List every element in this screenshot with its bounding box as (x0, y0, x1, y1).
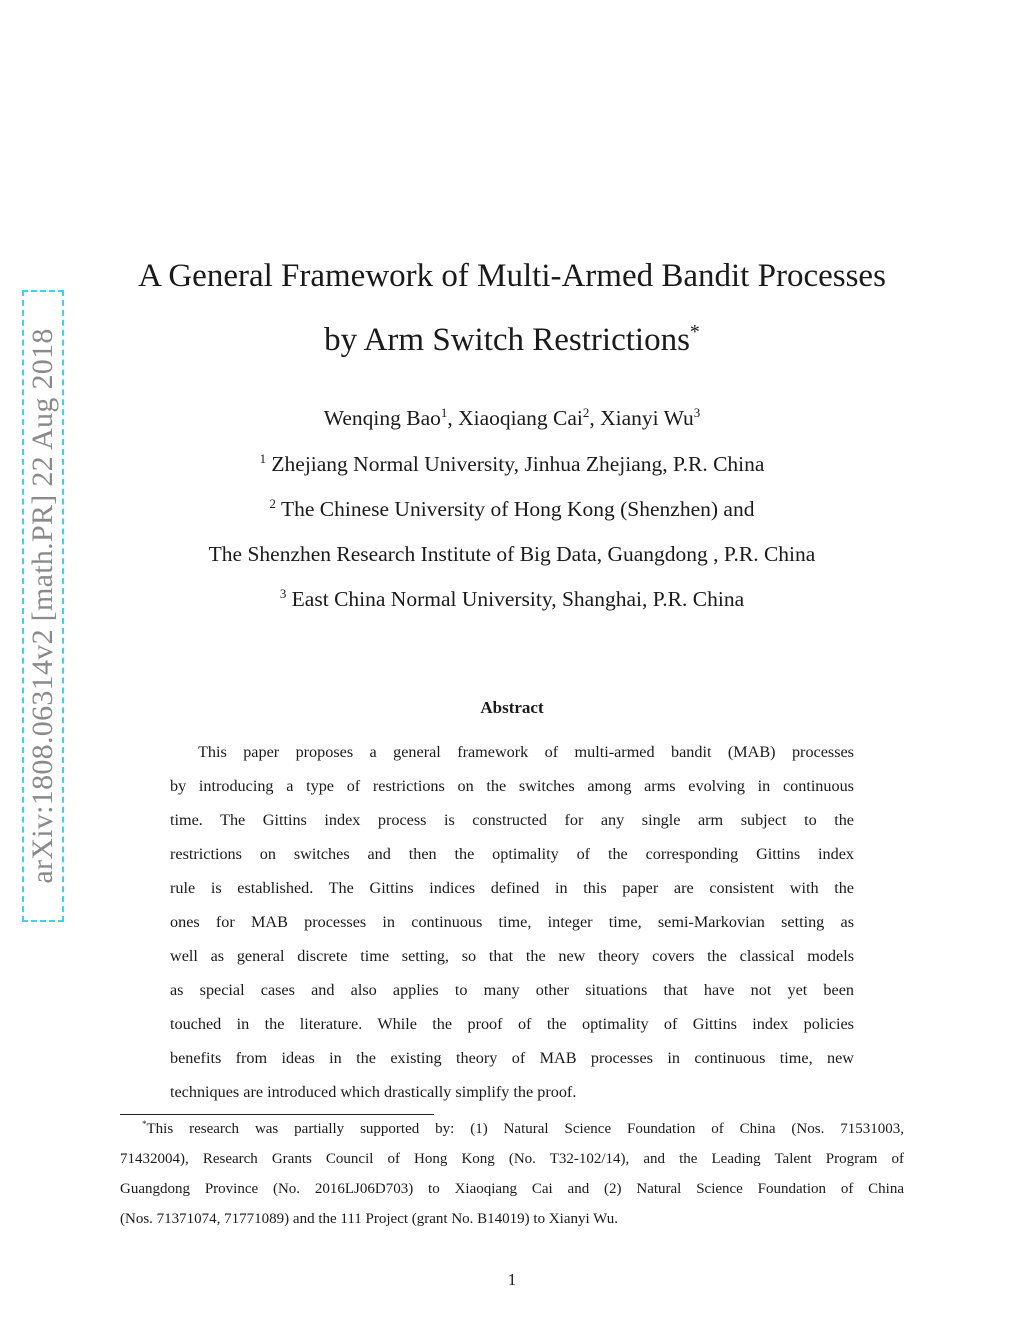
footnote-divider (120, 1114, 434, 1115)
affiliation-text: The Chinese University of Hong Kong (Shenzhen) and (275, 497, 755, 521)
abstract-line: ones for MAB processes in continuous time, integer time, semi-Markovian setting as (170, 913, 854, 931)
paper-title-line-2-text: by Arm Switch Restrictions (324, 322, 690, 358)
affiliation-sup: 2 (269, 496, 276, 511)
author-affiliation-sup: 2 (582, 405, 590, 420)
author-name: Xiaoqiang Cai (458, 406, 583, 430)
author-affiliation-sup: 1 (440, 405, 448, 420)
abstract-line: time. The Gittins index process is constructed for any single arm subject to the (170, 811, 854, 829)
author-list (100, 406, 924, 431)
author-name: Wenqing Bao (323, 406, 441, 430)
footnote-line: Guangdong Province (No. 2016LJ06D703) to Xiaoqiang Cai and (2) Natural Science Foundation of China (120, 1181, 904, 1197)
affiliation-text: Zhejiang Normal University, Jinhua Zhejiang, P.R. China (266, 452, 765, 476)
abstract-line: This paper proposes a general framework of multi-armed bandit (MAB) processes (198, 743, 854, 761)
abstract-line: as special cases and also applies to many other situations that have not yet been (170, 981, 854, 999)
paper-title-line-2 (100, 322, 924, 359)
affiliation-text: The Shenzhen Research Institute of Big Data, Guangdong , P.R. China (208, 542, 816, 566)
affiliation-text: East China Normal University, Shanghai, P.R. China (286, 587, 745, 611)
paper-title-line-1: A General Framework of Multi-Armed Bandit Processes (138, 258, 886, 294)
abstract-line: rule is established. The Gittins indices defined in this paper are consistent with the (170, 879, 854, 897)
affiliation-3 (100, 587, 924, 612)
abstract-line: by introducing a type of restrictions on the switches among arms evolving in continuous (170, 777, 854, 795)
footnote-line: 71432004), Research Grants Council of Hong Kong (No. T32-102/14), and the Leading Talent Program of (120, 1151, 904, 1167)
arxiv-identifier[interactable]: arXiv:1808.06314v2 [math.PR] 22 Aug 2018 (26, 328, 59, 884)
author-affiliation-sup: 3 (693, 405, 701, 420)
abstract-heading: Abstract (480, 698, 544, 717)
abstract-line: benefits from ideas in the existing theory of MAB processes in continuous time, new (170, 1049, 854, 1067)
footnote-text: This research was partially supported by: (1) Natural Science Foundation of China (Nos. 71531003, (146, 1121, 904, 1137)
affiliation-2-continued (100, 542, 924, 567)
affiliation-sup: 1 (259, 451, 267, 466)
affiliation-2 (100, 497, 924, 522)
abstract-line: well as general discrete time setting, so that the new theory covers the classical models (170, 947, 854, 965)
title-footnote-mark[interactable]: * (689, 321, 700, 343)
affiliation-1 (100, 452, 924, 477)
author-name: Xianyi Wu (600, 406, 694, 430)
author-separator: , (447, 406, 459, 430)
abstract-line: restrictions on switches and then the optimality of the corresponding Gittins index (170, 845, 854, 863)
author-separator: , (589, 406, 601, 430)
footnote-mark: * (142, 1119, 147, 1129)
affiliation-sup: 3 (279, 586, 287, 601)
abstract-line: techniques are introduced which drastically simplify the proof. (170, 1083, 577, 1101)
footnote-line: (Nos. 71371074, 71771089) and the 111 Project (grant No. B14019) to Xianyi Wu. (120, 1211, 618, 1227)
footnote-line (142, 1121, 904, 1138)
page-number: 1 (507, 1270, 517, 1289)
abstract-line: touched in the literature. While the proof of the optimality of Gittins index policies (170, 1015, 854, 1033)
